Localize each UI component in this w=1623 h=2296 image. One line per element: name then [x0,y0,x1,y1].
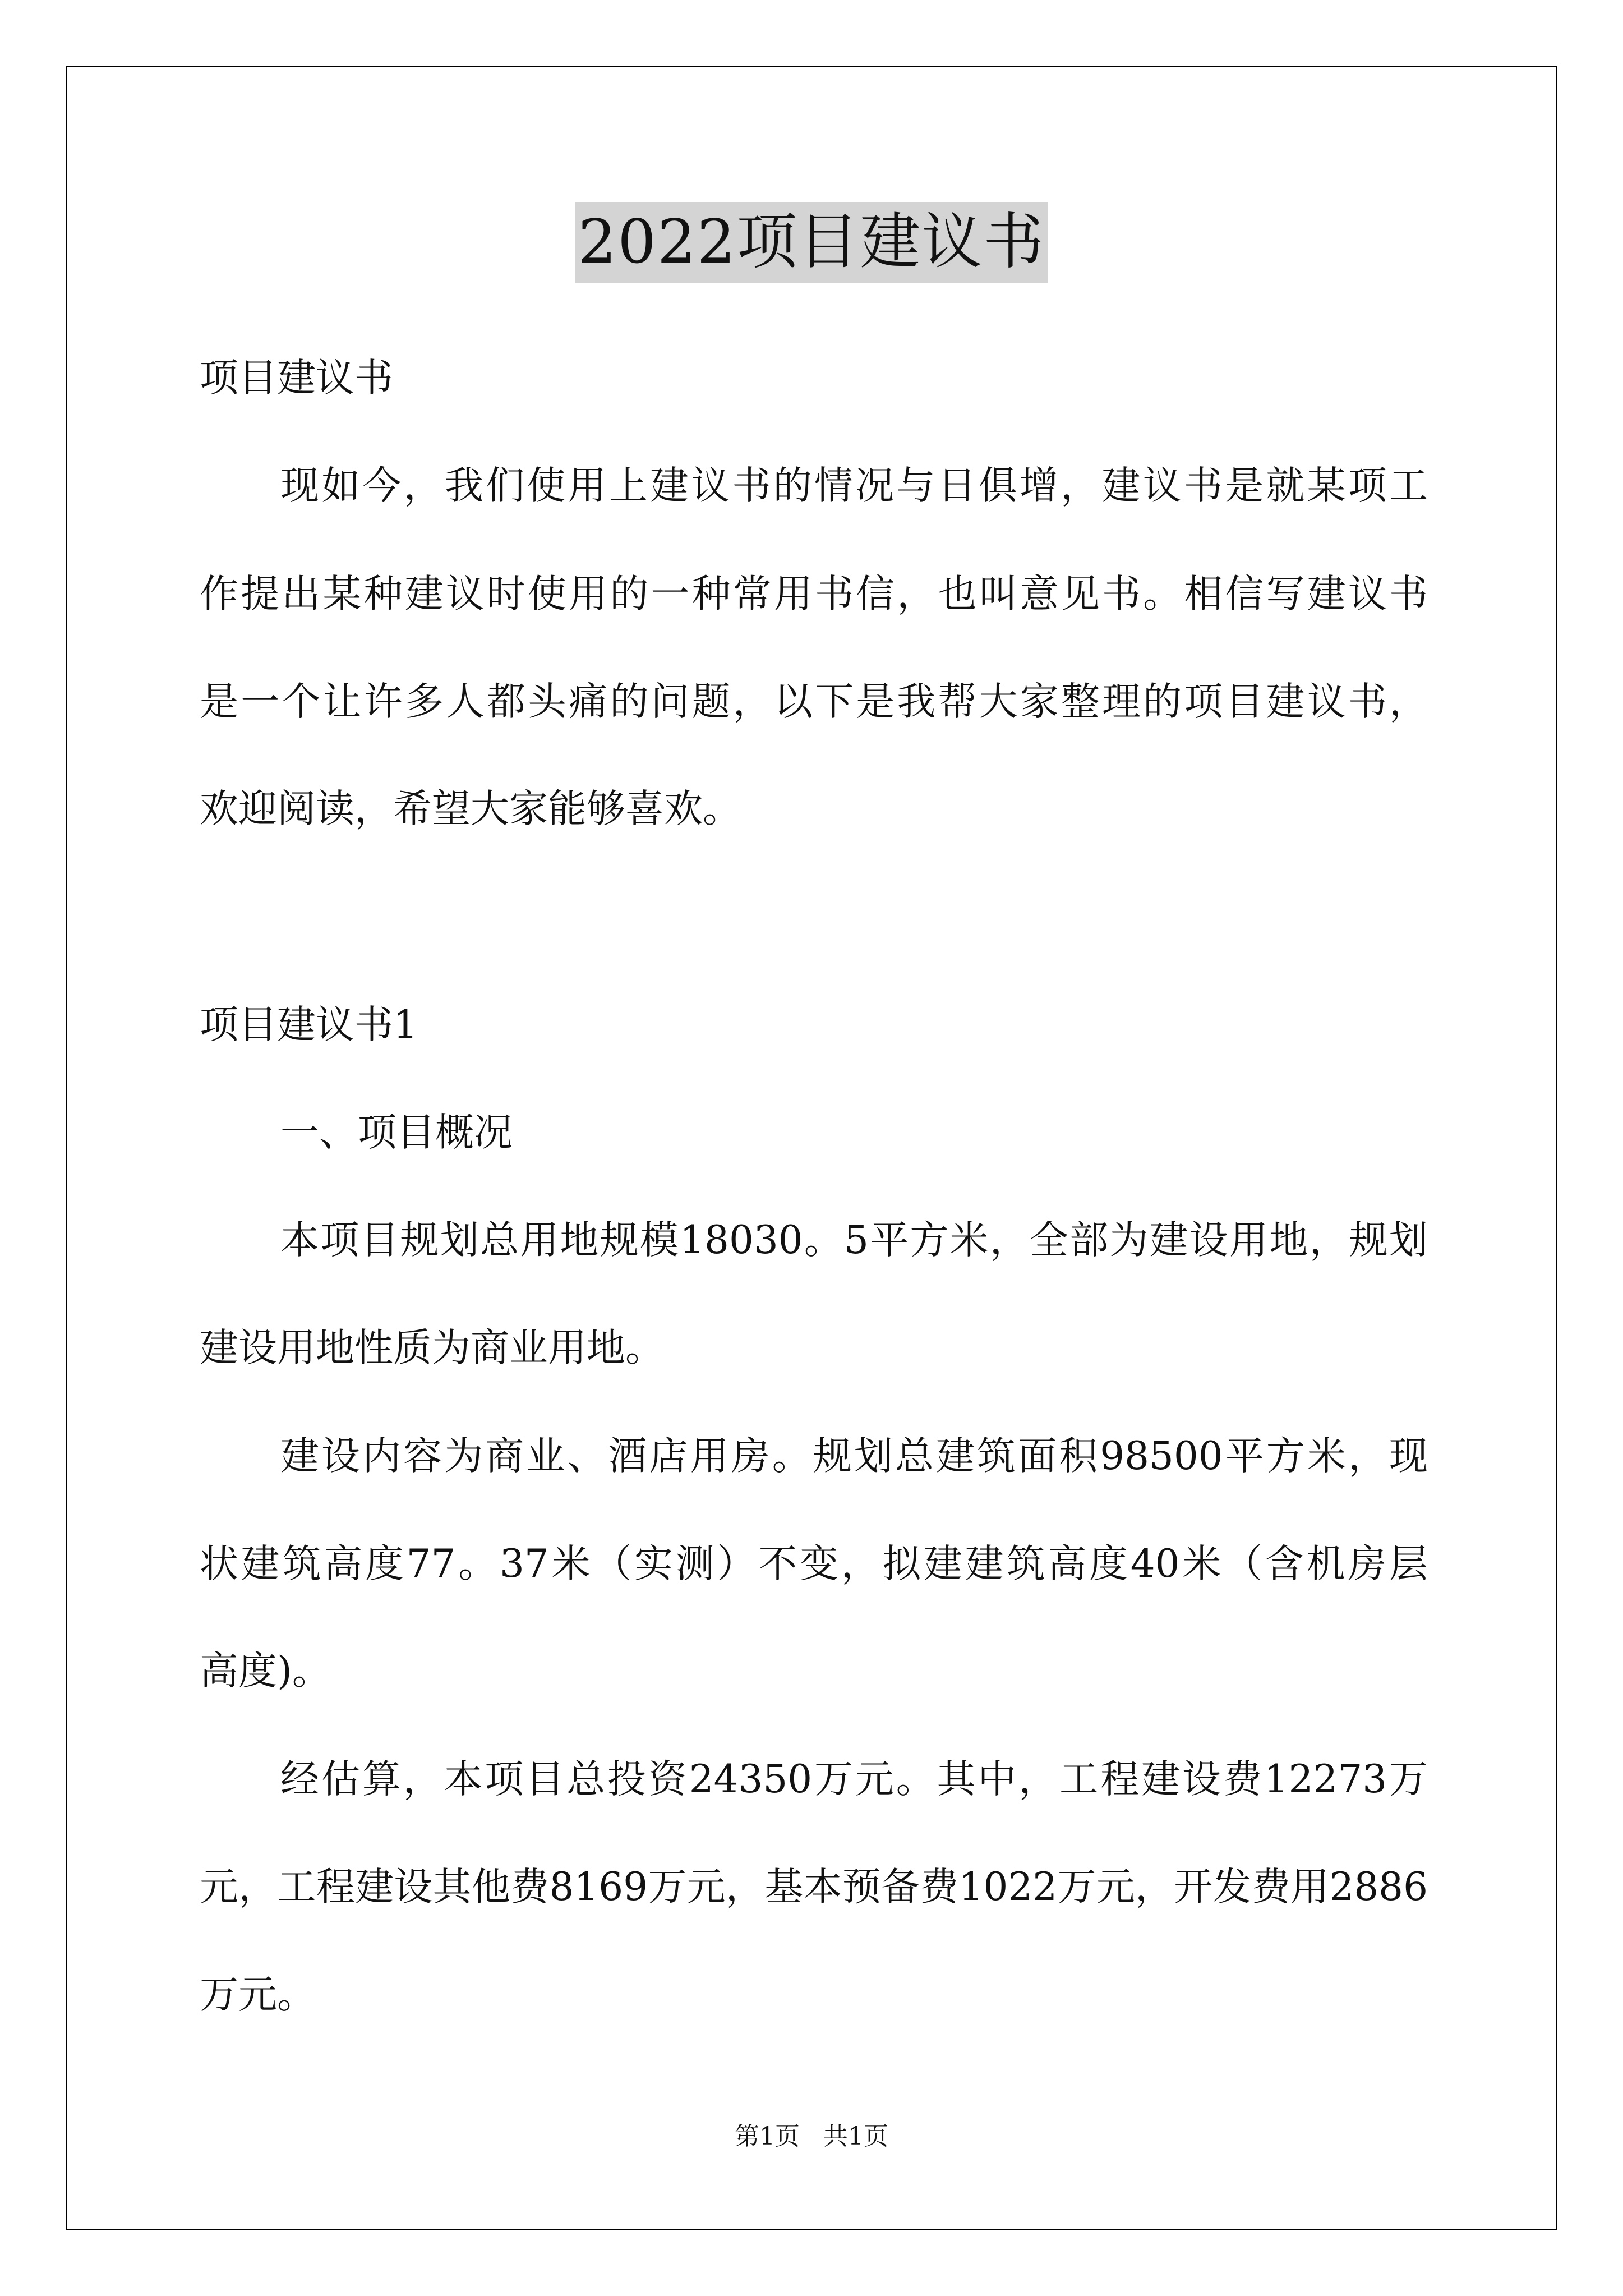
paragraph-line: 作提出某种建议时使用的一种常用书信，也叫意见书。相信写建议书 [200,572,1428,616]
paragraph-line: 高度)。 [200,1649,331,1694]
section-heading: 项目建议书 [200,356,393,401]
paragraph-line: 万元。 [200,1972,316,2017]
paragraph-line: 建设用地性质为商业用地。 [200,1326,664,1370]
paragraph-line: 是一个让许多人都头痛的问题，以下是我帮大家整理的项目建议书， [200,679,1428,724]
page-total: 共1页 [823,2122,888,2151]
title-container [0,202,1623,283]
paragraph-line: 建设内容为商业、酒店用房。规划总建筑面积98500平方米，现 [280,1434,1428,1479]
paragraph-line: 现如今，我们使用上建议书的情况与日俱增，建议书是就某项工 [280,463,1428,508]
page-footer [0,2121,1623,2152]
paragraph-line: 元，工程建设其他费8169万元，基本预备费1022万元，开发费用2886 [200,1865,1428,1910]
paragraph-line: 本项目规划总用地规模18030。5平方米，全部为建设用地，规划 [280,1218,1428,1263]
paragraph-line: 状建筑高度77。37米（实测）不变，拟建建筑高度40米（含机房层 [200,1542,1428,1586]
subsection-heading: 一、项目概况 [280,1110,513,1155]
paragraph-line: 经估算，本项目总投资24350万元。其中，工程建设费12273万 [280,1757,1428,1802]
document-title: 2022项目建议书 [575,202,1049,283]
paragraph-line: 欢迎阅读，希望大家能够喜欢。 [200,786,741,831]
section-heading: 项目建议书1 [200,1002,418,1047]
page-number: 第1页 [735,2122,800,2151]
